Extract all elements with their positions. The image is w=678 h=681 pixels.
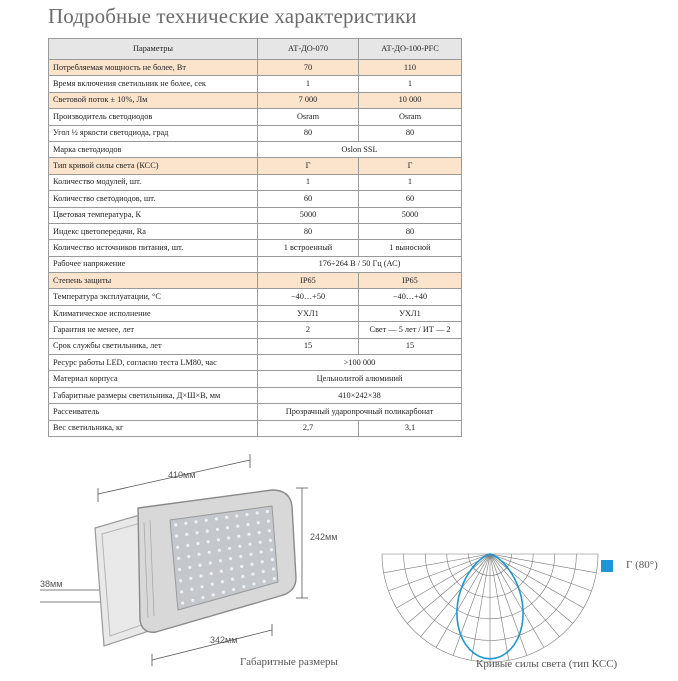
led-dot <box>248 543 251 546</box>
led-dot <box>252 582 255 585</box>
param-label: Материал корпуса <box>49 371 258 387</box>
led-dot <box>241 575 244 578</box>
led-dot <box>184 522 187 525</box>
led-dot <box>187 555 190 558</box>
value-cell-070: УХЛ1 <box>258 305 359 321</box>
value-cell-070: 80 <box>258 125 359 141</box>
param-label: Цветовая температура, К <box>49 207 258 223</box>
value-cell-070: 70 <box>258 60 359 76</box>
led-dot <box>178 568 181 571</box>
value-cell-100: Osram <box>359 109 462 125</box>
led-dot <box>237 535 240 538</box>
param-label: Ресурс работы LED, согласно теста LM80, час <box>49 355 258 371</box>
led-dot <box>191 599 194 602</box>
param-label: Срок службы светильника, лет <box>49 338 258 354</box>
param-label: Световой поток ± 10%, Лм <box>49 92 258 108</box>
value-cell-100: 15 <box>359 338 462 354</box>
led-dot <box>242 585 245 588</box>
value-cell-100: Г <box>359 158 462 174</box>
led-dot <box>260 550 263 553</box>
value-cell-070: 60 <box>258 191 359 207</box>
led-dot <box>190 588 193 591</box>
value-cell-100: 1 <box>359 76 462 92</box>
led-dot <box>230 567 233 570</box>
led-dot <box>231 578 234 581</box>
led-dot <box>220 570 223 573</box>
led-dot <box>225 516 228 519</box>
value-cell-100: УХЛ1 <box>359 305 462 321</box>
value-cell-100: Свет — 5 лет / ИТ — 2 <box>359 322 462 338</box>
page-title: Подробные технические характеристики <box>48 4 417 28</box>
led-dot <box>205 519 208 522</box>
led-dot <box>197 553 200 556</box>
led-dot <box>229 557 232 560</box>
table-row <box>49 273 462 289</box>
table-row <box>49 109 462 125</box>
led-dot <box>251 573 254 576</box>
base-label: 342мм <box>210 635 238 645</box>
table-row <box>49 60 462 76</box>
value-cell: Oslon SSL <box>258 141 462 157</box>
led-dot <box>245 513 248 516</box>
param-label: Индекс цветопередачи, Ra <box>49 223 258 239</box>
led-dot <box>258 531 261 534</box>
led-dot <box>221 580 224 583</box>
led-dot <box>175 534 178 537</box>
value-cell-100: 1 <box>359 174 462 190</box>
led-dot <box>261 560 264 563</box>
led-dot <box>256 511 259 514</box>
led-dot <box>267 520 270 523</box>
led-dot <box>209 561 212 564</box>
table-row <box>49 305 462 321</box>
led-dot <box>177 557 180 560</box>
led-dot <box>249 553 252 556</box>
depth-label: 38мм <box>40 579 63 589</box>
value-cell-100: 10 000 <box>359 92 462 108</box>
table-row <box>49 355 462 371</box>
led-dot <box>263 580 266 583</box>
table-row <box>49 174 462 190</box>
led-dot <box>235 514 238 517</box>
led-dot <box>217 538 220 541</box>
legend-swatch <box>601 560 613 572</box>
led-dot <box>211 583 214 586</box>
led-dot <box>227 536 230 539</box>
table-row <box>49 141 462 157</box>
led-dot <box>262 570 265 573</box>
value-cell-070: 15 <box>258 338 359 354</box>
table-row <box>49 158 462 174</box>
value-cell-100: 110 <box>359 60 462 76</box>
table-row <box>49 387 462 403</box>
table-row <box>49 76 462 92</box>
param-label: Количество модулей, шт. <box>49 174 258 190</box>
table-row <box>49 92 462 108</box>
led-dot <box>194 520 197 523</box>
table-row <box>49 125 462 141</box>
led-dot <box>212 593 215 596</box>
led-dot <box>180 590 183 593</box>
param-label: Рабочее напряжение <box>49 256 258 272</box>
led-dot <box>195 531 198 534</box>
led-dot <box>266 510 269 513</box>
legend-label: Г (80°) <box>626 559 658 571</box>
value-cell-070: 80 <box>258 223 359 239</box>
table-row <box>49 322 462 338</box>
param-label: Вес светильника, кг <box>49 420 258 436</box>
led-dot <box>269 539 272 542</box>
param-label: Тип кривой силы света (КСС) <box>49 158 258 174</box>
led-dot <box>179 579 182 582</box>
param-label: Время включения светильник не более, сек <box>49 76 258 92</box>
value-cell-070: 1 <box>258 76 359 92</box>
height-label: 242мм <box>310 532 338 542</box>
led-dot <box>228 547 231 550</box>
param-label: Количество источников питания, шт. <box>49 240 258 256</box>
value-cell-100: 1 выносной <box>359 240 462 256</box>
param-label: Угол ½ яркости светодиода, град <box>49 125 258 141</box>
table-header <box>49 39 462 60</box>
led-dot <box>186 544 189 547</box>
led-dot <box>174 523 177 526</box>
value-cell-070: 7 000 <box>258 92 359 108</box>
value-cell-100: 80 <box>359 125 462 141</box>
led-dot <box>247 533 250 536</box>
param-label: Количество светодиодов, шт. <box>49 191 258 207</box>
value-cell: Цельнолитой алюминий <box>258 371 462 387</box>
led-dot <box>246 523 249 526</box>
length-label: 410мм <box>168 470 196 480</box>
polar-grid <box>382 554 598 662</box>
led-dot <box>215 517 218 520</box>
table-row <box>49 289 462 305</box>
table-row <box>49 404 462 420</box>
led-dot <box>226 526 229 529</box>
led-dot <box>210 572 213 575</box>
header-cell: Параметры <box>49 39 258 60</box>
led-dot <box>219 559 222 562</box>
led-dot <box>222 591 225 594</box>
value-cell-100: −40…+40 <box>359 289 462 305</box>
led-dot <box>188 566 191 569</box>
led-dot <box>271 558 274 561</box>
value-cell-070: −40…+50 <box>258 289 359 305</box>
led-dot <box>206 530 209 533</box>
value-cell-070: Г <box>258 158 359 174</box>
table-row <box>49 256 462 272</box>
value-cell: 410×242×38 <box>258 387 462 403</box>
led-dot <box>259 541 262 544</box>
led-dot <box>199 574 202 577</box>
led-dot <box>268 529 271 532</box>
luminaire-drawing <box>40 450 370 680</box>
led-dot <box>208 551 211 554</box>
value-cell-070: 1 <box>258 174 359 190</box>
header-cell: АТ-ДО-070 <box>258 39 359 60</box>
led-dot <box>218 549 221 552</box>
value-cell-100: 3,1 <box>359 420 462 436</box>
led-dot <box>198 564 201 567</box>
param-label: Габаритные размеры светильника, Д×Ш×В, мм <box>49 387 258 403</box>
led-dot <box>236 525 239 528</box>
led-dot <box>250 563 253 566</box>
led-dot <box>239 555 242 558</box>
led-dot <box>201 596 204 599</box>
param-label: Марка светодиодов <box>49 141 258 157</box>
led-dot <box>196 542 199 545</box>
led-dot <box>216 528 219 531</box>
value-cell-070: Osram <box>258 109 359 125</box>
led-dot <box>176 546 179 549</box>
led-dot <box>232 588 235 591</box>
value-cell-070: 5000 <box>258 207 359 223</box>
led-dot <box>181 601 184 604</box>
param-label: Потребляемая мощность не более, Вт <box>49 60 258 76</box>
value-cell-100: 60 <box>359 191 462 207</box>
param-label: Гарантия не менее, лет <box>49 322 258 338</box>
param-label: Климатическое исполнение <box>49 305 258 321</box>
led-dot <box>238 545 241 548</box>
table-row <box>49 420 462 436</box>
table-row <box>49 371 462 387</box>
table-row <box>49 223 462 239</box>
table-row <box>49 191 462 207</box>
value-cell-070: 1 встроенный <box>258 240 359 256</box>
led-dot <box>185 533 188 536</box>
value-cell-100: IP65 <box>359 273 462 289</box>
value-cell: >100 000 <box>258 355 462 371</box>
spec-table <box>48 38 462 437</box>
led-dot <box>207 540 210 543</box>
polar-caption: Кривые силы света (тип КСС) <box>476 658 618 670</box>
dimensions-caption: Габаритные размеры <box>240 656 338 668</box>
led-dot <box>270 548 273 551</box>
table-row <box>49 207 462 223</box>
value-cell-100: 5000 <box>359 207 462 223</box>
param-label: Производитель светодиодов <box>49 109 258 125</box>
param-label: Рассеиватель <box>49 404 258 420</box>
header-cell: АТ-ДО-100-PFC <box>359 39 462 60</box>
led-dot <box>240 565 243 568</box>
value-cell: 176÷264 В / 50 Гц (АС) <box>258 256 462 272</box>
value-cell-100: 80 <box>359 223 462 239</box>
led-dot <box>200 585 203 588</box>
param-label: Температура эксплуатации, °С <box>49 289 258 305</box>
value-cell-070: 2 <box>258 322 359 338</box>
led-dot <box>189 577 192 580</box>
value-cell-070: 2,7 <box>258 420 359 436</box>
led-dot <box>273 577 276 580</box>
led-dot <box>257 521 260 524</box>
table-row <box>49 338 462 354</box>
value-cell-070: IP65 <box>258 273 359 289</box>
led-dot <box>272 567 275 570</box>
value-cell: Прозрачный ударопрочный поликарбонат <box>258 404 462 420</box>
param-label: Степень защиты <box>49 273 258 289</box>
table-row <box>49 240 462 256</box>
